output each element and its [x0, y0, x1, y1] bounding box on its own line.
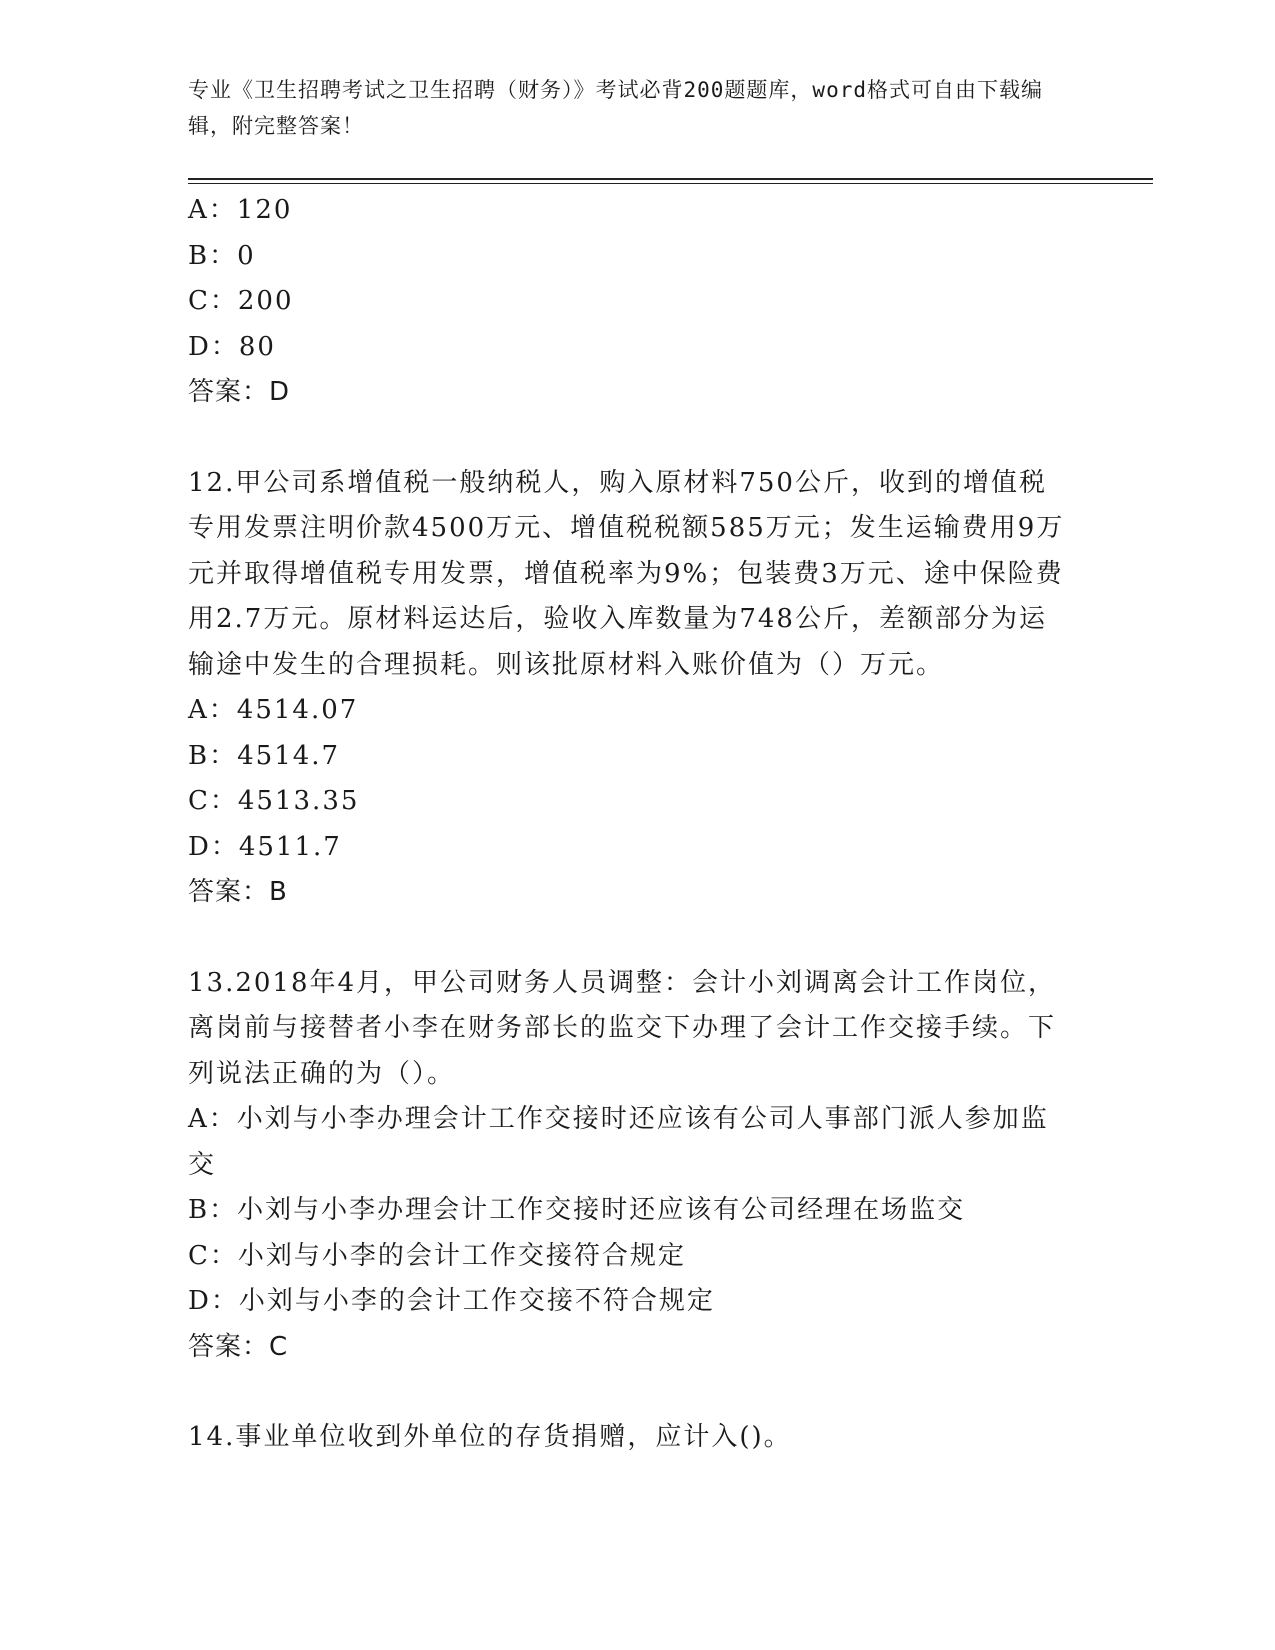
question-block	[188, 961, 1088, 1371]
question-block	[188, 188, 1088, 416]
question-text: 14.事业单位收到外单位的存货捐赠，应计入()。	[188, 1422, 792, 1452]
option-b: B：小刘与小李办理会计工作交接时还应该有公司经理在场监交	[188, 1195, 966, 1225]
option-d: D：4511.7	[188, 831, 342, 862]
option-a: A：4514.07	[188, 695, 359, 725]
option-c: C：200	[188, 286, 294, 316]
option-d: D：80	[188, 331, 276, 362]
header-rule-thin	[188, 183, 1153, 184]
option-c: C：4513.35	[188, 786, 360, 816]
option-a: A：小刘与小李办理会计工作交接时还应该有公司人事部门派人参加监交	[188, 1104, 1049, 1180]
spacer	[188, 916, 1088, 961]
option-b: B：4514.7	[188, 740, 341, 771]
question-list	[188, 188, 1088, 1461]
document-header: 专业《卫生招聘考试之卫生招聘（财务）》考试必背200题题库，word格式可自由下载编辑，附完整答案！	[188, 78, 1043, 138]
spacer	[188, 416, 1088, 461]
spacer	[188, 1370, 1088, 1415]
option-d: D：小刘与小李的会计工作交接不符合规定	[188, 1286, 715, 1316]
answer-line: 答案：D	[188, 377, 291, 407]
header-rule-thick	[188, 178, 1153, 180]
answer-line: 答案：B	[188, 877, 288, 907]
option-a: A：120	[188, 195, 293, 225]
question-block	[188, 461, 1088, 916]
option-b: B：0	[188, 240, 256, 271]
question-text: 13.2018年4月，甲公司财务人员调整：会计小刘调离会计工作岗位，离岗前与接替者小李在财务部长的监交下办理了会计工作交接手续。下列说法正确的为（）。	[188, 967, 1057, 1089]
question-text: 12.甲公司系增值税一般纳税人，购入原材料750公斤，收到的增值税专用发票注明价款4500万元、增值税税额585万元；发生运输费用9万元并取得增值税专用发票，增值税率为9%；包装费3万元、途中保险费用2.7万元。原材料运达后，验收入库数量为748公斤，差额部分为运输途中发生的合理损耗。则该批原材料入账价值为（）万元。	[188, 467, 1065, 680]
answer-line: 答案：C	[188, 1331, 289, 1362]
question-block	[188, 1415, 1088, 1461]
option-c: C：小刘与小李的会计工作交接符合规定	[188, 1240, 686, 1271]
